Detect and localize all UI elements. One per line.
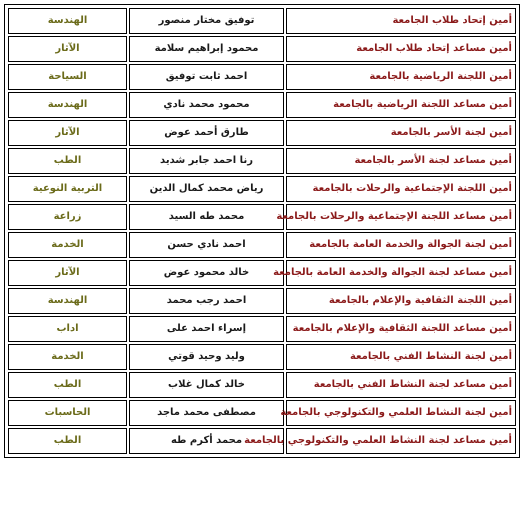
faculty-cell: التربية النوعية — [8, 176, 127, 202]
table-row — [8, 176, 516, 202]
name-cell: محمد أكرم طه — [129, 428, 284, 454]
table-row — [8, 64, 516, 90]
faculty-cell: الهندسة — [8, 288, 127, 314]
name-cell: رياض محمد كمال الدين — [129, 176, 284, 202]
faculty-cell: الهندسة — [8, 8, 127, 34]
name-cell: احمد رجب محمد — [129, 288, 284, 314]
table-row — [8, 316, 516, 342]
name-cell: خالد محمود عوض — [129, 260, 284, 286]
position-cell: أمين مساعد لجنة الأسر بالجامعة — [286, 148, 516, 174]
faculty-cell: الآثار — [8, 36, 127, 62]
position-cell: أمين اللجنة الثقافية والإعلام بالجامعة — [286, 288, 516, 314]
name-cell: احمد نادي حسن — [129, 232, 284, 258]
name-cell: محمود إبراهيم سلامة — [129, 36, 284, 62]
position-cell: أمين اللجنة الرياضية بالجامعة — [286, 64, 516, 90]
position-cell: أمين لجنة الأسر بالجامعة — [286, 120, 516, 146]
table-row — [8, 260, 516, 286]
faculty-cell: الآثار — [8, 120, 127, 146]
name-cell: مصطفى محمد ماجد — [129, 400, 284, 426]
position-cell: أمين إتحاد طلاب الجامعة — [286, 8, 516, 34]
faculty-cell: الهندسة — [8, 92, 127, 118]
table-row — [8, 148, 516, 174]
table-row — [8, 232, 516, 258]
table-row — [8, 92, 516, 118]
faculty-cell: الطب — [8, 148, 127, 174]
table-row — [8, 344, 516, 370]
name-cell: رنا احمد جابر شديد — [129, 148, 284, 174]
name-cell: طارق أحمد عوض — [129, 120, 284, 146]
position-cell: أمين لجنة الجوالة والخدمة العامة بالجامعة — [286, 232, 516, 258]
faculty-cell: الطب — [8, 372, 127, 398]
faculty-cell: الطب — [8, 428, 127, 454]
name-cell: احمد ثابت توفيق — [129, 64, 284, 90]
position-cell: أمين لجنة النشاط العلمي والتكنولوجي بالجامعة — [286, 400, 516, 426]
position-cell: أمين مساعد لجنة الجوالة والخدمة العامة بالجامعة — [286, 260, 516, 286]
position-cell: أمين مساعد اللجنة الإجتماعية والرحلات بالجامعة — [286, 204, 516, 230]
position-cell: أمين مساعد اللجنة الرياضية بالجامعة — [286, 92, 516, 118]
faculty-cell: الحاسبات — [8, 400, 127, 426]
position-cell: أمين مساعد إتحاد طلاب الجامعة — [286, 36, 516, 62]
table-row — [8, 120, 516, 146]
faculty-cell: زراعة — [8, 204, 127, 230]
position-cell: أمين لجنة النشاط الفني بالجامعة — [286, 344, 516, 370]
table-body — [8, 8, 516, 454]
name-cell: محمد طه السيد — [129, 204, 284, 230]
table-row — [8, 400, 516, 426]
table-row — [8, 36, 516, 62]
table-row — [8, 428, 516, 454]
position-cell: أمين اللجنة الإجتماعية والرحلات بالجامعة — [286, 176, 516, 202]
name-cell: محمود محمد نادي — [129, 92, 284, 118]
faculty-cell: الخدمة — [8, 344, 127, 370]
position-cell: أمين مساعد اللجنة الثقافية والإعلام بالجامعة — [286, 316, 516, 342]
name-cell: توفيق مختار منصور — [129, 8, 284, 34]
name-cell: وليد وحيد قوتي — [129, 344, 284, 370]
faculty-cell: السياحة — [8, 64, 127, 90]
faculty-cell: الخدمة — [8, 232, 127, 258]
name-cell: خالد كمال غلاب — [129, 372, 284, 398]
table-row — [8, 372, 516, 398]
position-cell: أمين مساعد لجنة النشاط العلمي والتكنولوجي بالجامعة — [286, 428, 516, 454]
student-union-officers-table-frame — [4, 4, 520, 458]
table-row — [8, 288, 516, 314]
position-cell: أمين مساعد لجنة النشاط الفني بالجامعة — [286, 372, 516, 398]
table-row — [8, 204, 516, 230]
student-union-officers-table — [6, 6, 518, 456]
name-cell: إسراء احمد على — [129, 316, 284, 342]
table-row — [8, 8, 516, 34]
faculty-cell: اداب — [8, 316, 127, 342]
faculty-cell: الآثار — [8, 260, 127, 286]
